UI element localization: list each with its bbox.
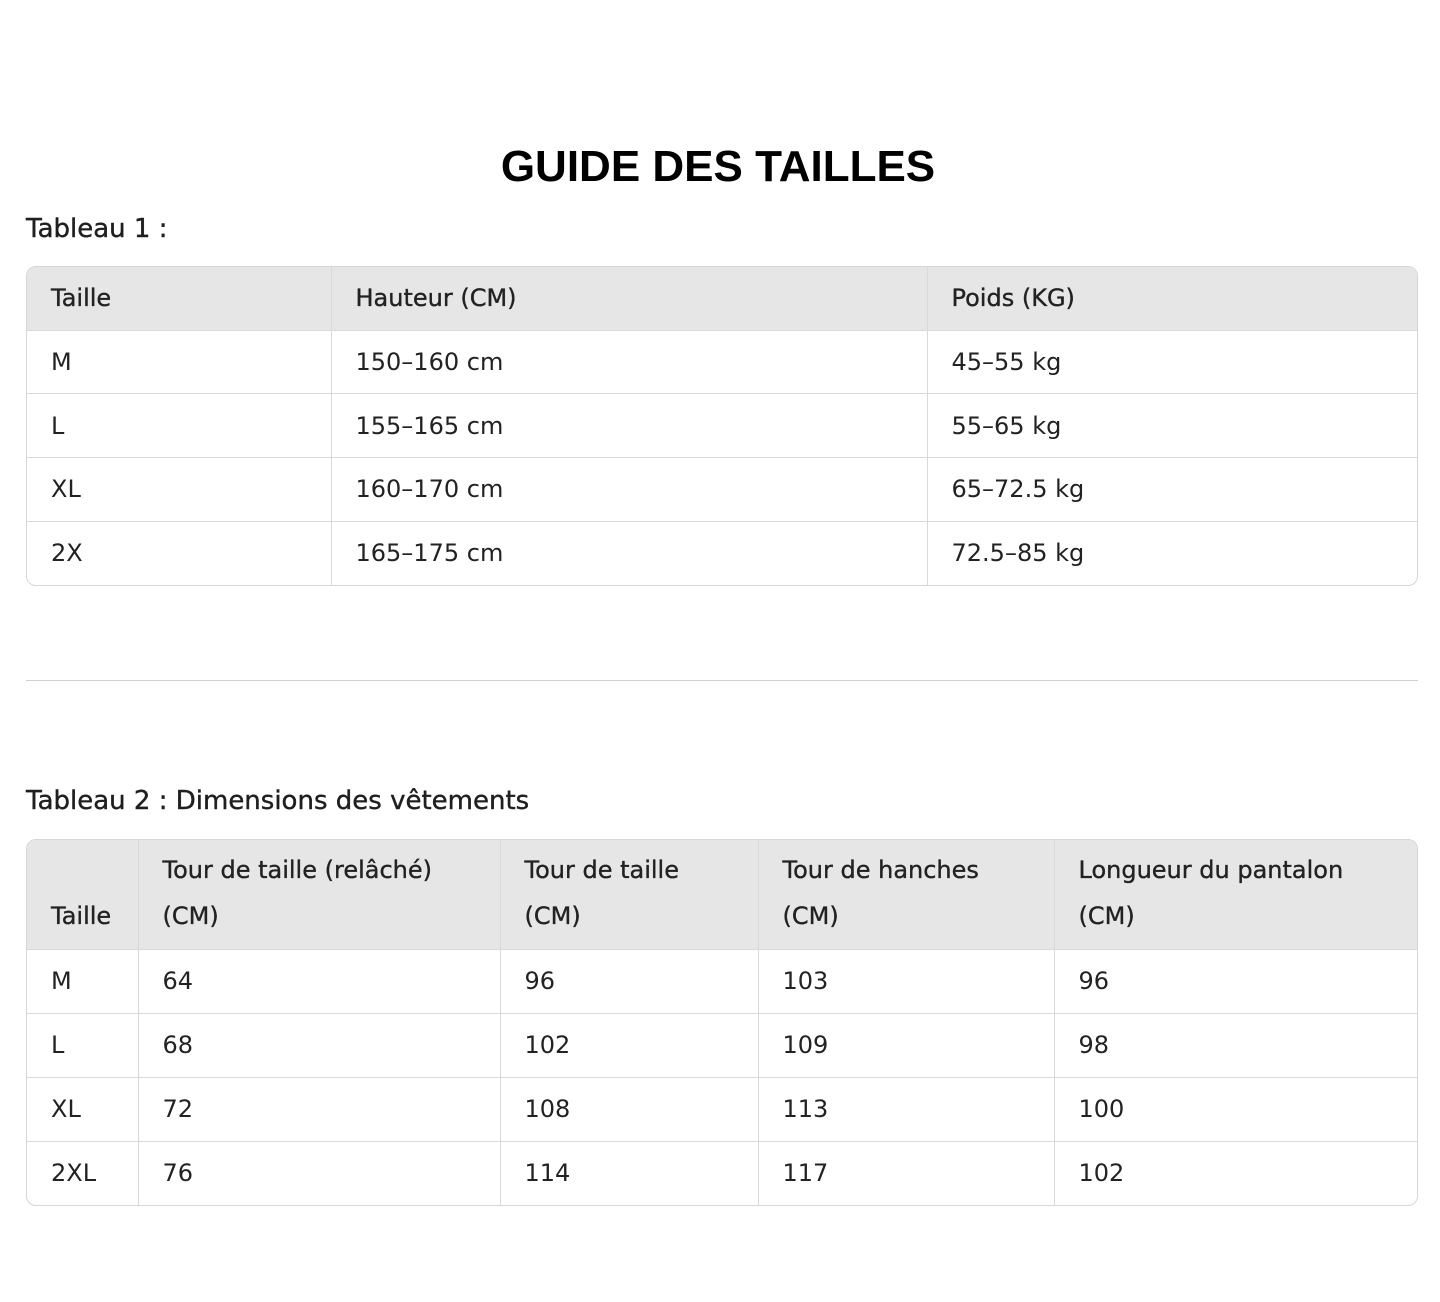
header-unit: (CM) <box>782 901 839 930</box>
weight-cell: 55–65 kg <box>927 394 1417 458</box>
pant-length-cell: 98 <box>1054 1013 1417 1077</box>
pant-length-cell: 102 <box>1078 1159 1125 1188</box>
size-height-weight-table <box>27 267 1417 585</box>
hips-cell: 109 <box>758 1013 1054 1077</box>
size-cell: XL <box>27 458 331 522</box>
relaxed-waist-cell: 68 <box>138 1013 500 1077</box>
size-cell: L <box>27 394 331 458</box>
waist-cell: 96 <box>500 949 758 1013</box>
waist-cell: 102 <box>500 1013 758 1077</box>
header-line: Longueur du pantalon <box>1078 855 1344 884</box>
hips-cell: 103 <box>758 949 1054 1013</box>
table-row <box>27 394 1417 458</box>
weight-cell: 72.5–85 kg <box>951 539 1085 568</box>
table2-header-cell <box>27 840 138 949</box>
table2-header-row <box>27 840 1417 949</box>
hips-cell: 117 <box>758 1141 1054 1205</box>
size-cell: L <box>27 1013 138 1077</box>
size-cell: 2X <box>27 521 331 585</box>
table2-heading: Tableau 2 : Dimensions des vêtements <box>26 786 530 816</box>
size-cell: 2XL <box>27 1141 138 1205</box>
header-unit: (CM) <box>162 901 219 930</box>
table2-header-cell <box>758 840 1054 949</box>
table2-card <box>26 839 1418 1206</box>
table1-header-cell: Taille <box>27 267 331 330</box>
header-line: Tour de hanches <box>782 855 979 884</box>
height-cell: 150–160 cm <box>331 330 927 394</box>
weight-cell: 65–72.5 kg <box>927 458 1417 522</box>
table-row <box>27 949 1417 1013</box>
table-row <box>27 1077 1417 1141</box>
table1-header-row <box>27 267 1417 330</box>
section-divider <box>26 680 1418 681</box>
relaxed-waist-cell: 72 <box>138 1077 500 1141</box>
height-cell: 165–175 cm <box>331 521 927 585</box>
header-unit: (CM) <box>524 901 581 930</box>
table-row <box>27 1013 1417 1077</box>
table2-header-cell <box>1054 840 1417 949</box>
table2-header-cell <box>138 840 500 949</box>
height-cell: 155–165 cm <box>331 394 927 458</box>
relaxed-waist-cell: 76 <box>138 1141 500 1205</box>
waist-cell: 114 <box>500 1141 758 1205</box>
page-title: GUIDE DES TAILLES <box>500 142 936 191</box>
size-cell: M <box>27 949 138 1013</box>
garment-dimensions-table <box>27 840 1417 1205</box>
header-line: Tour de taille <box>524 855 679 884</box>
table-row <box>27 1141 1417 1205</box>
header-line: Tour de taille (relâché) <box>162 855 432 884</box>
table1-header-cell: Hauteur (CM) <box>331 267 927 330</box>
table1-card <box>26 266 1418 586</box>
table-row <box>27 458 1417 522</box>
table-row <box>27 521 1417 585</box>
hips-cell: 113 <box>758 1077 1054 1141</box>
table2-header-cell <box>500 840 758 949</box>
weight-cell: 45–55 kg <box>927 330 1417 394</box>
height-cell: 160–170 cm <box>331 458 927 522</box>
size-cell: M <box>27 330 331 394</box>
header-line: Taille <box>51 901 112 930</box>
pant-length-cell: 96 <box>1054 949 1417 1013</box>
table1-heading: Tableau 1 : <box>26 214 168 244</box>
pant-length-cell: 100 <box>1054 1077 1417 1141</box>
size-cell: XL <box>27 1077 138 1141</box>
table1-header-cell: Poids (KG) <box>927 267 1417 330</box>
waist-cell: 108 <box>500 1077 758 1141</box>
table-row <box>27 330 1417 394</box>
header-unit: (CM) <box>1078 901 1135 930</box>
relaxed-waist-cell: 64 <box>138 949 500 1013</box>
